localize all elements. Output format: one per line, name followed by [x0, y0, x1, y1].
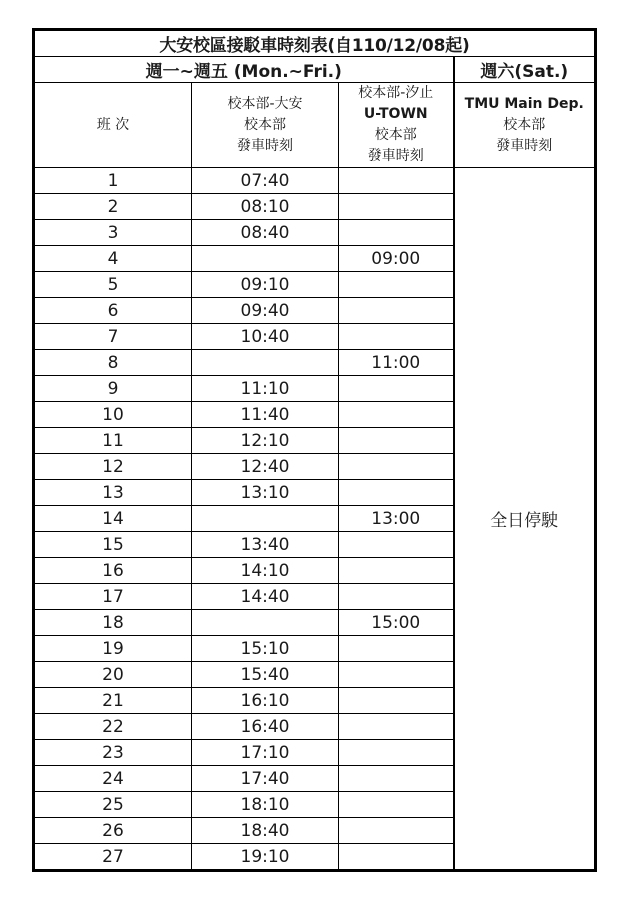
daan-time-cell: 15:40: [192, 662, 339, 688]
xizhi-time-cell: [339, 792, 454, 818]
daan-time-cell: 17:40: [192, 766, 339, 792]
shift-number-cell: 19: [34, 636, 192, 662]
shift-number-cell: 8: [34, 350, 192, 376]
xizhi-time-cell: [339, 740, 454, 766]
shift-number-cell: 14: [34, 506, 192, 532]
shift-number-cell: 10: [34, 402, 192, 428]
xizhi-time-cell: [339, 428, 454, 454]
shift-number-cell: 4: [34, 246, 192, 272]
saturday-route-label: TMU Main Dep.: [464, 95, 584, 112]
daan-time-cell: 12:10: [192, 428, 339, 454]
daan-time-cell: 08:10: [192, 194, 339, 220]
shuttle-timetable: [32, 28, 597, 872]
shift-number-cell: 13: [34, 480, 192, 506]
xizhi-time-cell: [339, 662, 454, 688]
xizhi-time-cell: [339, 714, 454, 740]
saturday-suspended-cell: 全日停駛: [454, 168, 596, 871]
xizhi-time-cell: [339, 532, 454, 558]
xizhi-origin-label: 校本部: [374, 127, 417, 143]
daan-time-cell: [192, 246, 339, 272]
xizhi-time-cell: [339, 558, 454, 584]
xizhi-time-cell: [339, 844, 454, 871]
xizhi-time-cell: 11:00: [339, 350, 454, 376]
daan-time-cell: 18:10: [192, 792, 339, 818]
daan-time-cell: 14:40: [192, 584, 339, 610]
shift-number-cell: 18: [34, 610, 192, 636]
xizhi-time-cell: [339, 454, 454, 480]
xizhi-time-cell: [339, 220, 454, 246]
saturday-column-header: [454, 83, 596, 168]
daan-time-cell: [192, 610, 339, 636]
xizhi-time-cell: 13:00: [339, 506, 454, 532]
shift-number-cell: 6: [34, 298, 192, 324]
daan-origin-label: 校本部: [244, 116, 286, 133]
daan-time-cell: 15:10: [192, 636, 339, 662]
daan-time-cell: 10:40: [192, 324, 339, 350]
shift-number-cell: 12: [34, 454, 192, 480]
daan-time-cell: 09:10: [192, 272, 339, 298]
xizhi-time-cell: [339, 480, 454, 506]
daan-time-cell: 08:40: [192, 220, 339, 246]
saturday-header: 週六(Sat.): [454, 57, 596, 83]
daan-time-cell: 16:40: [192, 714, 339, 740]
shift-number-cell: 1: [34, 168, 192, 194]
xizhi-route-label: 校本部-汐止: [358, 85, 434, 101]
daan-time-cell: [192, 350, 339, 376]
xizhi-time-cell: 09:00: [339, 246, 454, 272]
shift-number-cell: 25: [34, 792, 192, 818]
shift-number-cell: 7: [34, 324, 192, 350]
shift-number-cell: 27: [34, 844, 192, 871]
saturday-departure-label: 發車時刻: [496, 137, 553, 154]
daan-time-cell: 17:10: [192, 740, 339, 766]
shift-number-cell: 16: [34, 558, 192, 584]
shift-number-cell: 15: [34, 532, 192, 558]
shift-number-cell: 11: [34, 428, 192, 454]
daan-column-header: [192, 83, 339, 168]
daan-route-label: 校本部-大安: [227, 95, 303, 112]
shift-number-cell: 26: [34, 818, 192, 844]
shift-number-cell: 5: [34, 272, 192, 298]
shift-column-header: [34, 83, 192, 168]
shift-number-cell: 23: [34, 740, 192, 766]
xizhi-column-header: [339, 83, 454, 168]
daan-departure-label: 發車時刻: [237, 137, 293, 154]
xizhi-time-cell: [339, 818, 454, 844]
xizhi-time-cell: [339, 766, 454, 792]
timetable-title: 大安校區接駁車時刻表(自110/12/08起): [34, 30, 596, 57]
daan-time-cell: 11:40: [192, 402, 339, 428]
daan-time-cell: 11:10: [192, 376, 339, 402]
xizhi-departure-label: 發車時刻: [367, 148, 424, 164]
daan-time-cell: 14:10: [192, 558, 339, 584]
daan-time-cell: 12:40: [192, 454, 339, 480]
shift-label: 班 次: [96, 116, 130, 133]
xizhi-time-cell: [339, 584, 454, 610]
xizhi-time-cell: [339, 168, 454, 194]
xizhi-time-cell: [339, 324, 454, 350]
daan-time-cell: 09:40: [192, 298, 339, 324]
xizhi-time-cell: [339, 688, 454, 714]
xizhi-time-cell: [339, 402, 454, 428]
daan-time-cell: 18:40: [192, 818, 339, 844]
shift-number-cell: 9: [34, 376, 192, 402]
shift-number-cell: 3: [34, 220, 192, 246]
xizhi-utown-label: U-TOWN: [363, 106, 428, 122]
table-row: [34, 168, 596, 194]
daan-time-cell: [192, 506, 339, 532]
shift-number-cell: 20: [34, 662, 192, 688]
shift-number-cell: 17: [34, 584, 192, 610]
saturday-origin-label: 校本部: [503, 116, 546, 133]
shift-number-cell: 24: [34, 766, 192, 792]
xizhi-time-cell: [339, 376, 454, 402]
shift-number-cell: 22: [34, 714, 192, 740]
daan-time-cell: 16:10: [192, 688, 339, 714]
weekday-header: 週一~週五 (Mon.~Fri.): [34, 57, 454, 83]
daan-time-cell: 19:10: [192, 844, 339, 871]
xizhi-time-cell: 15:00: [339, 610, 454, 636]
xizhi-time-cell: [339, 272, 454, 298]
shift-number-cell: 2: [34, 194, 192, 220]
xizhi-time-cell: [339, 636, 454, 662]
daan-time-cell: 07:40: [192, 168, 339, 194]
daan-time-cell: 13:40: [192, 532, 339, 558]
xizhi-time-cell: [339, 298, 454, 324]
xizhi-time-cell: [339, 194, 454, 220]
shift-number-cell: 21: [34, 688, 192, 714]
daan-time-cell: 13:10: [192, 480, 339, 506]
